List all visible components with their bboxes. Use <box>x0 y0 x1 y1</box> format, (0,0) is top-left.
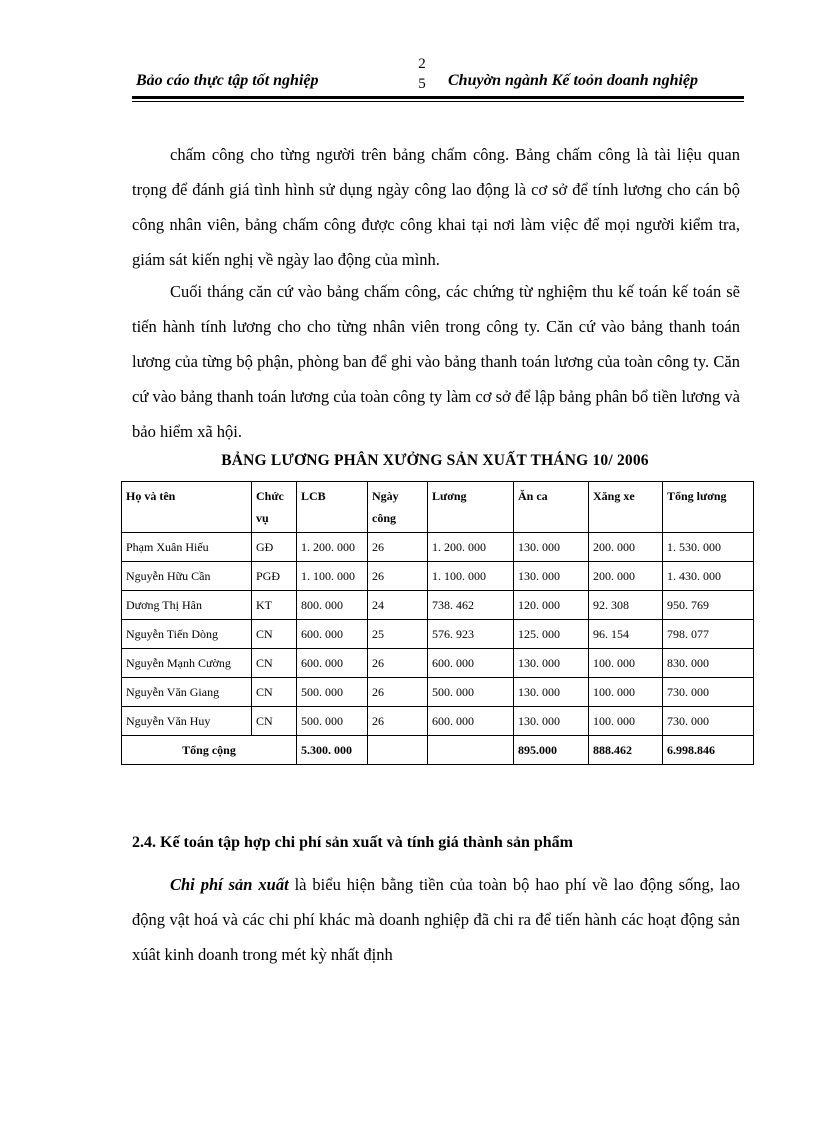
table-row <box>122 620 754 649</box>
cell-salary: 576. 923 <box>428 620 514 649</box>
paragraph-text <box>132 867 740 972</box>
header-major-title: Chuyờn ngành Kế toỏn doanh nghiệp <box>448 72 699 89</box>
cell-meal: 130. 000 <box>514 678 589 707</box>
table-row <box>122 707 754 736</box>
page-number-bottom: 5 <box>418 76 426 92</box>
cell-days: 26 <box>368 678 428 707</box>
paragraph-text: Cuối tháng căn cứ vào bảng chấm công, các chứng từ nghiệm thu kế toán kế toán sẽ tiến hành tính lương cho cho từng nhân viên trong công ty. Căn cứ vào bảng thanh toán lương của từng bộ phận, phòng ban để ghi vào bảng thanh toán lương của toàn công ty. Căn cứ vào bảng thanh toán lương của toàn công ty làm cơ sở để lập bảng phân bổ tiền lương và bảo hiểm xã hội. <box>132 282 740 441</box>
cell-meal: 130. 000 <box>514 649 589 678</box>
cell-fuel: 100. 000 <box>589 678 663 707</box>
table-row <box>122 533 754 562</box>
cell-total: 830. 000 <box>663 649 754 678</box>
cell-days: 26 <box>368 707 428 736</box>
header-name: Họ và tên <box>122 482 252 533</box>
cell-lcb: 500. 000 <box>297 707 368 736</box>
cell-salary: 600. 000 <box>428 707 514 736</box>
cell-position: GĐ <box>252 533 297 562</box>
cell-days: 26 <box>368 649 428 678</box>
total-salary <box>428 736 514 765</box>
cell-position: CN <box>252 649 297 678</box>
cell-lcb: 800. 000 <box>297 591 368 620</box>
total-meal: 895.000 <box>514 736 589 765</box>
lead-term: Chi phí sản xuất <box>170 875 289 894</box>
cell-meal: 130. 000 <box>514 533 589 562</box>
cell-salary: 1. 200. 000 <box>428 533 514 562</box>
cell-total: 1. 530. 000 <box>663 533 754 562</box>
cell-meal: 120. 000 <box>514 591 589 620</box>
table-row <box>122 591 754 620</box>
cell-lcb: 500. 000 <box>297 678 368 707</box>
cell-fuel: 96. 154 <box>589 620 663 649</box>
cell-fuel: 100. 000 <box>589 707 663 736</box>
header-total: Tổng lương <box>663 482 754 533</box>
total-lcb: 5.300. 000 <box>297 736 368 765</box>
cell-salary: 500. 000 <box>428 678 514 707</box>
cell-position: CN <box>252 678 297 707</box>
cell-name: Phạm Xuân Hiếu <box>122 533 252 562</box>
total-label: Tổng cộng <box>122 736 297 765</box>
cell-total: 798. 077 <box>663 620 754 649</box>
table-row <box>122 678 754 707</box>
table-total-row <box>122 736 754 765</box>
cell-name: Nguyễn Văn Huy <box>122 707 252 736</box>
page-number <box>414 54 430 94</box>
cell-days: 26 <box>368 562 428 591</box>
cell-salary: 600. 000 <box>428 649 514 678</box>
cell-position: CN <box>252 620 297 649</box>
header-fuel: Xăng xe <box>589 482 663 533</box>
cell-lcb: 600. 000 <box>297 649 368 678</box>
paragraph-body: là biểu hiện bằng tiền của toàn bộ hao phí về lao động sống, lao động vật hoá và các chi phí khác mà doanh nghiệp đã chi ra để tiến hành các hoạt động sản xúât kinh doanh trong mét kỳ nhất định <box>132 875 741 964</box>
paragraph-timesheet <box>132 137 740 277</box>
cell-fuel: 100. 000 <box>589 649 663 678</box>
header-lcb: LCB <box>297 482 368 533</box>
cell-salary: 738. 462 <box>428 591 514 620</box>
cell-name: Nguyễn Văn Giang <box>122 678 252 707</box>
cell-fuel: 200. 000 <box>589 533 663 562</box>
cell-name: Nguyễn Tiến Dòng <box>122 620 252 649</box>
cell-days: 24 <box>368 591 428 620</box>
header-rule-thick <box>132 96 744 99</box>
header-rule-thin <box>132 101 744 102</box>
cell-total: 730. 000 <box>663 678 754 707</box>
cell-fuel: 200. 000 <box>589 562 663 591</box>
cell-name: Nguyễn Hữu Cần <box>122 562 252 591</box>
cell-lcb: 1. 100. 000 <box>297 562 368 591</box>
cell-total: 950. 769 <box>663 591 754 620</box>
header-days: Ngày công <box>368 482 428 533</box>
cell-lcb: 600. 000 <box>297 620 368 649</box>
table-title: BẢNG LƯƠNG PHÂN XƯỞNG SẢN XUẤT THÁNG 10/ 2006 <box>221 452 649 469</box>
cell-days: 25 <box>368 620 428 649</box>
cell-lcb: 1. 200. 000 <box>297 533 368 562</box>
paragraph-text: chấm công cho từng người trên bảng chấm công. Bảng chấm công là tài liệu quan trọng để đánh giá tình hình sử dụng ngày công lao động là cơ sở để tính lương cho cán bộ công nhân viên, bảng chấm công được công khai tại nơi làm việc để mọi người kiểm tra, giám sát kiến nghị về ngày lao động của mình. <box>132 145 740 269</box>
salary-table <box>121 481 754 765</box>
cell-salary: 1. 100. 000 <box>428 562 514 591</box>
header-meal: Ăn ca <box>514 482 589 533</box>
cell-total: 1. 430. 000 <box>663 562 754 591</box>
cell-position: PGĐ <box>252 562 297 591</box>
header-position: Chức vụ <box>252 482 297 533</box>
cell-position: KT <box>252 591 297 620</box>
header-report-title: Bảo cáo thực tập tốt nghiệp <box>136 72 319 89</box>
table-row <box>122 562 754 591</box>
total-total: 6.998.846 <box>663 736 754 765</box>
paragraph-production-cost <box>132 867 740 972</box>
section-heading: 2.4. Kế toán tập hợp chi phí sản xuất và tính giá thành sản phẩm <box>132 834 573 851</box>
total-fuel: 888.462 <box>589 736 663 765</box>
page-number-top: 2 <box>418 56 426 72</box>
paragraph-month-end <box>132 274 740 449</box>
cell-meal: 130. 000 <box>514 707 589 736</box>
cell-name: Nguyễn Mạnh Cường <box>122 649 252 678</box>
table-header-row <box>122 482 754 533</box>
cell-fuel: 92. 308 <box>589 591 663 620</box>
cell-position: CN <box>252 707 297 736</box>
cell-total: 730. 000 <box>663 707 754 736</box>
header-salary: Lương <box>428 482 514 533</box>
cell-meal: 130. 000 <box>514 562 589 591</box>
cell-name: Dương Thị Hân <box>122 591 252 620</box>
table-row <box>122 649 754 678</box>
cell-days: 26 <box>368 533 428 562</box>
cell-meal: 125. 000 <box>514 620 589 649</box>
total-days <box>368 736 428 765</box>
